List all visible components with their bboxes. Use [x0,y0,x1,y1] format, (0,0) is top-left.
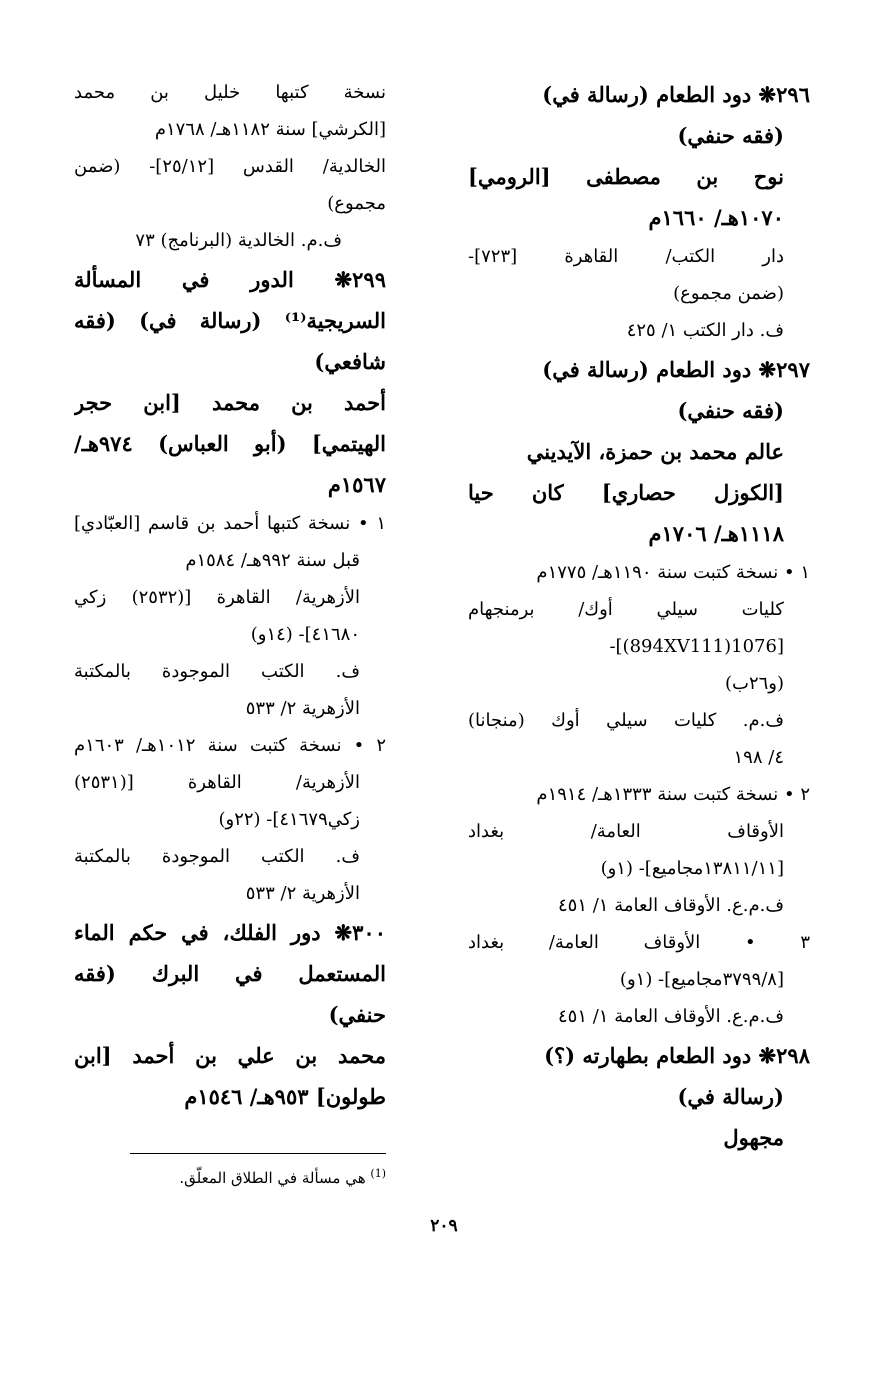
left-column [74,74,386,1117]
entry-text-line: ف.م.ع. الأوقاف العامة ١/ ٤٥١ [557,1006,784,1027]
entry-text-line: ف.م.ع. الأوقاف العامة ١/ ٤٥١ [557,895,784,916]
entry-heading-line: مجهول [723,1125,784,1150]
entry-heading-line: طولون] ٩٥٣هـ/ ١٥٤٦م [184,1084,386,1109]
entry-heading-line: حنفي) [328,1002,386,1027]
entry-heading-line: ١٥٦٧م [327,472,386,497]
entry-text-line: زكي٤١٦٧٩]- (٢٢و) [218,809,360,830]
entry-text-line: ٤١٦٨٠]- (١٤و) [250,624,360,645]
entry-heading-line: ٢٩٦❋ دود الطعام (رسالة في) [542,82,810,107]
entry-heading-line: المستعمل في البرك (فقه [74,961,386,986]
entry-heading-line: (فقه حنفي) [677,398,784,423]
entry-text-line: الأزهرية/ القاهرة [(٢٥٣١) [74,772,360,793]
entry-text-line: ٢ • نسخة كتبت سنة ١٠١٢هـ/ ١٦٠٣م [74,735,386,756]
right-column [468,74,810,1158]
entry-text-line: الأزهرية ٢/ ٥٣٣ [245,883,360,904]
entry-text-line: نسخة كتبها خليل بن محمد [74,82,386,103]
entry-text-line: الأوقاف العامة/ بغداد [468,821,784,842]
entry-text-line: [الكرشي] سنة ١١٨٢هـ/ ١٧٦٨م [154,119,386,140]
entry-text-line: ٤/ ١٩٨ [733,747,784,768]
entry-heading-line: ٢٩٩❋ الدور في المسألة [74,267,386,292]
entry-heading-line: نوح بن مصطفى [الرومي] [468,164,784,189]
entry-heading-line: ٢٩٨❋ دود الطعام بطهارته (؟) [544,1043,810,1068]
entry-heading-line: الهيتمي] (أبو العباس) ٩٧٤هـ/ [74,431,386,456]
entry-text-line: دار الكتب/ القاهرة [٧٢٣]- [468,246,784,267]
entry-heading-line: عالم محمد بن حمزة، الآيديني [526,439,784,464]
footnote-separator [130,1153,386,1154]
entry-heading-line: ٢٩٧❋ دود الطعام (رسالة في) [542,357,810,382]
entry-text-line: ف. الكتب الموجودة بالمكتبة [74,846,360,867]
entry-heading-line: محمد بن علي بن أحمد [ابن [74,1043,386,1068]
entry-heading-line: ٣٠٠❋ دور الفلك، في حكم الماء [74,920,386,945]
entry-heading-line: (رسالة في) [677,1084,784,1109]
entry-heading-line: ١٠٧٠هـ/ ١٦٦٠م [648,205,784,230]
entry-text-line: ٣ • الأوقاف العامة/ بغداد [468,932,810,953]
entry-text-line: ٢ • نسخة كتبت سنة ١٣٣٣هـ/ ١٩١٤م [536,784,810,805]
entry-text-line: ف. دار الكتب ١/ ٤٢٥ [626,320,784,341]
entry-text-line: (و٢٦ب) [724,673,784,694]
entry-text-line: ف.م. كليات سيلي أوك (منجانا) [468,710,784,731]
entry-heading-line: أحمد بن محمد [ابن حجر [74,390,386,415]
entry-text-line: قبل سنة ٩٩٢هـ/ ١٥٨٤م [185,550,360,571]
entry-text-line: ف.م. الخالدية (البرنامج) ٧٣ [135,230,342,251]
entry-heading-line: [الكوزل حصاري] كان حيا [468,480,784,505]
entry-text-line: [1076(894XV111)]- [609,636,784,657]
footnote-marker: (1) [370,1167,386,1180]
entry-text-line: (ضمن مجموع) [673,283,784,304]
entry-text-line: الخالدية/ القدس [٢٥/١٢]- (ضمن [74,156,386,177]
entry-heading-line: السريجية⁽¹⁾ (رسالة في) (فقه [74,308,386,333]
entry-text-line: ١ • نسخة كتبت سنة ١١٩٠هـ/ ١٧٧٥م [536,562,810,583]
entry-text-line: [٣٧٩٩/٨مجاميع]- (١و) [619,969,784,990]
entry-text-line: [١٣٨١١/١١مجاميع]- (١و) [600,858,784,879]
entry-text-line: الأزهرية ٢/ ٥٣٣ [245,698,360,719]
footnote [76,1162,386,1190]
entry-heading-line: (فقه حنفي) [677,123,784,148]
entry-text-line: الأزهرية/ القاهرة [(٢٥٣٢) زكي [74,587,360,608]
entry-text-line: ف. الكتب الموجودة بالمكتبة [74,661,360,682]
entry-text-line: ١ • نسخة كتبها أحمد بن قاسم [العبّادي] [74,513,386,534]
entry-heading-line: ١١١٨هـ/ ١٧٠٦م [648,521,784,546]
entry-text-line: مجموع) [327,193,386,214]
entry-heading-line: شافعي) [314,349,386,374]
entry-text-line: كليات سيلي أوك/ برمنجهام [468,599,784,620]
page-number: ٢٠٩ [430,1216,458,1236]
footnote-text: هي مسألة في الطلاق المعلّق. [179,1169,366,1187]
